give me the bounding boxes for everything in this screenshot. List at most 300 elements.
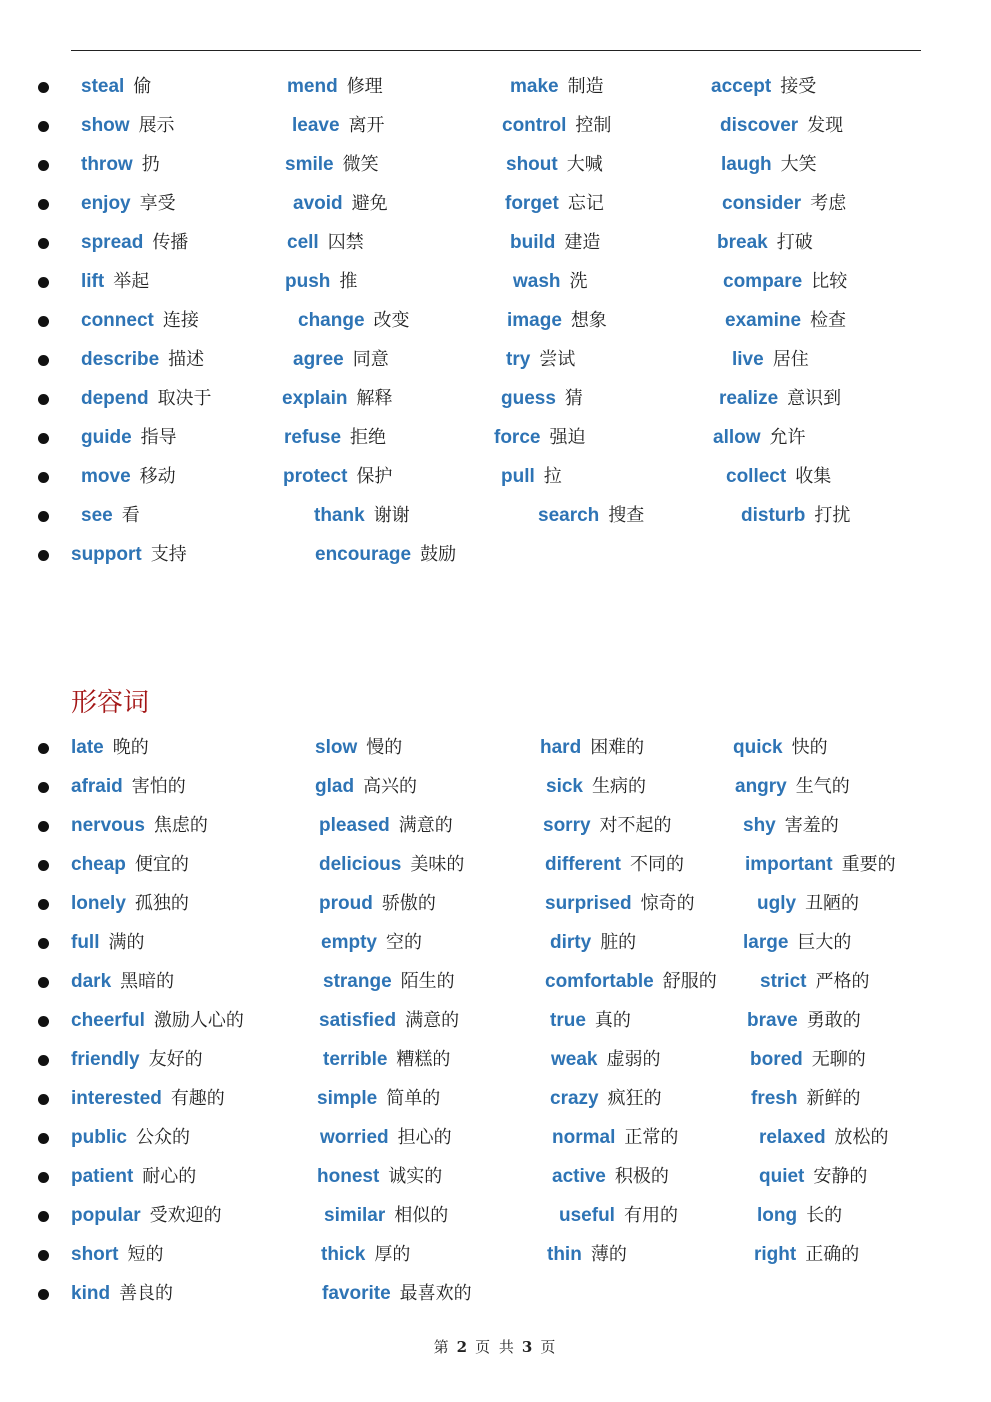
chinese-meaning: 惊奇的	[640, 893, 695, 914]
chinese-meaning: 丑陋的	[805, 893, 860, 914]
chinese-meaning: 虚弱的	[606, 1049, 661, 1070]
chinese-meaning: 建造	[564, 232, 601, 253]
chinese-meaning: 看	[121, 505, 140, 526]
bullet-icon	[38, 938, 49, 949]
chinese-meaning: 孤独的	[134, 893, 189, 914]
english-word: important	[745, 854, 833, 875]
english-word: delicious	[319, 854, 402, 875]
bullet-icon	[38, 238, 49, 249]
vocab-entry	[71, 1047, 203, 1074]
chinese-meaning: 巨大的	[797, 932, 852, 953]
chinese-meaning: 美味的	[410, 854, 465, 875]
vocab-entry	[81, 230, 188, 257]
bullet-icon	[38, 977, 49, 988]
chinese-meaning: 忘记	[567, 193, 604, 214]
chinese-meaning: 高兴的	[363, 776, 418, 797]
english-word: dark	[71, 971, 112, 992]
chinese-meaning: 相似的	[394, 1205, 449, 1226]
vocab-entry	[741, 503, 850, 530]
bullet-icon	[38, 199, 49, 210]
vocab-entry	[293, 191, 388, 218]
chinese-meaning: 尝试	[539, 349, 576, 370]
english-word: explain	[282, 388, 348, 409]
chinese-meaning: 打破	[776, 232, 813, 253]
vocab-entry	[323, 1047, 450, 1074]
english-word: favorite	[322, 1283, 391, 1304]
vocab-entry	[545, 891, 695, 918]
chinese-meaning: 谢谢	[373, 505, 410, 526]
english-word: pleased	[319, 815, 390, 836]
chinese-meaning: 正常的	[624, 1127, 679, 1148]
vocab-entry	[81, 191, 176, 218]
english-word: sick	[546, 776, 583, 797]
list-row	[0, 1242, 991, 1272]
chinese-meaning: 强迫	[549, 427, 586, 448]
chinese-meaning: 疯狂的	[607, 1088, 662, 1109]
vocab-entry	[545, 852, 684, 879]
bullet-icon	[38, 550, 49, 561]
english-word: similar	[324, 1205, 386, 1226]
vocab-entry	[285, 269, 357, 296]
vocab-entry	[317, 1086, 440, 1113]
chinese-meaning: 猜	[564, 388, 583, 409]
chinese-meaning: 满意的	[398, 815, 453, 836]
english-word: simple	[317, 1088, 378, 1109]
bullet-icon	[38, 1094, 49, 1105]
chinese-meaning: 洗	[569, 271, 588, 292]
english-word: hard	[540, 737, 582, 758]
vocab-entry	[723, 269, 847, 296]
vocab-entry	[321, 930, 422, 957]
list-row	[0, 113, 991, 143]
bullet-icon	[38, 121, 49, 132]
english-word: empty	[321, 932, 377, 953]
english-word: popular	[71, 1205, 141, 1226]
english-word: slow	[315, 737, 358, 758]
chinese-meaning: 同意	[352, 349, 389, 370]
english-word: move	[81, 466, 131, 487]
vocab-entry	[507, 308, 607, 335]
chinese-meaning: 居住	[772, 349, 809, 370]
english-word: wash	[513, 271, 561, 292]
chinese-meaning: 骄傲的	[381, 893, 436, 914]
english-word: fresh	[751, 1088, 798, 1109]
list-row	[0, 152, 991, 182]
vocab-entry	[323, 969, 455, 996]
list-row	[0, 308, 991, 338]
chinese-meaning: 修理	[346, 76, 383, 97]
list-row	[0, 1125, 991, 1155]
bullet-icon	[38, 316, 49, 327]
list-row	[0, 425, 991, 455]
vocab-entry	[510, 74, 604, 101]
vocab-entry	[552, 1125, 678, 1152]
footer-prefix: 第	[433, 1338, 451, 1356]
chinese-meaning: 严格的	[815, 971, 870, 992]
chinese-meaning: 对不起的	[599, 815, 672, 836]
chinese-meaning: 举起	[113, 271, 150, 292]
english-word: leave	[292, 115, 340, 136]
bullet-icon	[38, 511, 49, 522]
english-word: see	[81, 505, 113, 526]
vocab-entry	[317, 1164, 442, 1191]
english-word: laugh	[721, 154, 772, 175]
vocab-entry	[81, 503, 140, 530]
chinese-meaning: 简单的	[386, 1088, 441, 1109]
chinese-meaning: 困难的	[590, 737, 645, 758]
chinese-meaning: 指导	[140, 427, 177, 448]
chinese-meaning: 公众的	[135, 1127, 190, 1148]
chinese-meaning: 晚的	[112, 737, 149, 758]
chinese-meaning: 打扰	[814, 505, 851, 526]
chinese-meaning: 积极的	[614, 1166, 669, 1187]
chinese-meaning: 搜查	[608, 505, 645, 526]
vocab-entry	[547, 1242, 627, 1269]
bullet-icon	[38, 1211, 49, 1222]
vocab-entry	[71, 542, 187, 569]
chinese-meaning: 拉	[543, 466, 562, 487]
vocab-entry	[319, 891, 436, 918]
list-row	[0, 891, 991, 921]
vocab-entry	[315, 735, 402, 762]
english-word: push	[285, 271, 331, 292]
vocab-entry	[81, 152, 160, 179]
chinese-meaning: 拒绝	[350, 427, 387, 448]
bullet-icon	[38, 472, 49, 483]
list-row	[0, 1281, 991, 1311]
chinese-meaning: 慢的	[366, 737, 403, 758]
vocab-entry	[750, 1047, 866, 1074]
chinese-meaning: 便宜的	[134, 854, 189, 875]
list-row	[0, 464, 991, 494]
vocab-entry	[71, 969, 174, 996]
list-row	[0, 774, 991, 804]
english-word: spread	[81, 232, 144, 253]
vocab-entry	[743, 813, 839, 840]
english-word: disturb	[741, 505, 806, 526]
chinese-meaning: 短的	[127, 1244, 164, 1265]
bullet-icon	[38, 160, 49, 171]
list-row	[0, 386, 991, 416]
vocab-entry	[319, 813, 453, 840]
chinese-meaning: 保护	[356, 466, 393, 487]
bullet-icon	[38, 1133, 49, 1144]
vocab-entry	[501, 464, 562, 491]
english-word: patient	[71, 1166, 134, 1187]
chinese-meaning: 最喜欢的	[399, 1283, 472, 1304]
chinese-meaning: 满的	[108, 932, 145, 953]
chinese-meaning: 真的	[594, 1010, 631, 1031]
english-word: discover	[720, 115, 799, 136]
vocab-entry	[538, 503, 644, 530]
english-word: relaxed	[759, 1127, 826, 1148]
chinese-meaning: 重要的	[841, 854, 896, 875]
english-word: surprised	[545, 893, 632, 914]
list-row	[0, 930, 991, 960]
chinese-meaning: 接受	[780, 76, 817, 97]
footer-suffix: 页	[540, 1338, 558, 1356]
english-word: brave	[747, 1010, 798, 1031]
english-word: describe	[81, 349, 160, 370]
vocab-entry	[751, 1086, 860, 1113]
chinese-meaning: 厚的	[374, 1244, 411, 1265]
vocab-entry	[713, 425, 806, 452]
vocab-entry	[501, 386, 583, 413]
chinese-meaning: 陌生的	[400, 971, 455, 992]
english-word: smile	[285, 154, 334, 175]
english-word: large	[743, 932, 789, 953]
chinese-meaning: 支持	[150, 544, 187, 565]
english-word: long	[757, 1205, 798, 1226]
vocab-entry	[551, 1047, 660, 1074]
chinese-meaning: 展示	[138, 115, 175, 136]
english-word: late	[71, 737, 104, 758]
english-word: proud	[319, 893, 373, 914]
chinese-meaning: 安静的	[813, 1166, 868, 1187]
chinese-meaning: 友好的	[148, 1049, 203, 1070]
english-word: build	[510, 232, 556, 253]
english-word: short	[71, 1244, 119, 1265]
vocab-entry	[81, 308, 199, 335]
vocab-entry	[71, 1125, 190, 1152]
vocab-entry	[71, 774, 186, 801]
list-row	[0, 503, 991, 533]
vocab-entry	[71, 1242, 164, 1269]
chinese-meaning: 善良的	[119, 1283, 174, 1304]
chinese-meaning: 扔	[141, 154, 160, 175]
vocab-entry	[71, 735, 149, 762]
chinese-meaning: 允许	[769, 427, 806, 448]
chinese-meaning: 偷	[133, 76, 152, 97]
page-footer	[0, 1336, 991, 1357]
english-word: depend	[81, 388, 149, 409]
chinese-meaning: 耐心的	[142, 1166, 197, 1187]
vocab-entry	[757, 1203, 842, 1230]
list-row	[0, 230, 991, 260]
vocab-entry	[721, 152, 817, 179]
vocab-entry	[546, 774, 646, 801]
chinese-meaning: 控制	[575, 115, 612, 136]
vocab-entry	[759, 1125, 889, 1152]
list-row	[0, 813, 991, 843]
vocab-entry	[81, 74, 151, 101]
english-word: guess	[501, 388, 556, 409]
chinese-meaning: 改变	[373, 310, 410, 331]
bullet-icon	[38, 899, 49, 910]
english-word: quick	[733, 737, 783, 758]
chinese-meaning: 不同的	[630, 854, 684, 875]
chinese-meaning: 鼓励	[420, 544, 457, 565]
chinese-meaning: 取决于	[157, 388, 212, 409]
vocab-entry	[745, 852, 896, 879]
chinese-meaning: 有趣的	[170, 1088, 225, 1109]
list-row	[0, 735, 991, 765]
chinese-meaning: 正确的	[805, 1244, 860, 1265]
english-word: useful	[559, 1205, 615, 1226]
english-word: protect	[283, 466, 348, 487]
english-word: shout	[506, 154, 558, 175]
vocab-entry	[314, 503, 410, 530]
chinese-meaning: 生病的	[591, 776, 646, 797]
vocab-entry	[719, 386, 841, 413]
english-word: throw	[81, 154, 133, 175]
bullet-icon	[38, 1250, 49, 1261]
bullet-icon	[38, 355, 49, 366]
vocab-entry	[81, 425, 177, 452]
bullet-icon	[38, 433, 49, 444]
vocab-entry	[726, 464, 831, 491]
vocab-entry	[315, 774, 417, 801]
chinese-meaning: 收集	[795, 466, 832, 487]
vocab-entry	[71, 1281, 173, 1308]
chinese-meaning: 糟糕的	[396, 1049, 451, 1070]
vocab-entry	[71, 1164, 196, 1191]
english-word: ugly	[757, 893, 797, 914]
vocab-entry	[287, 230, 364, 257]
english-word: right	[754, 1244, 797, 1265]
english-word: active	[552, 1166, 606, 1187]
bullet-icon	[38, 821, 49, 832]
english-word: thin	[547, 1244, 582, 1265]
chinese-meaning: 脏的	[600, 932, 637, 953]
english-word: thick	[321, 1244, 366, 1265]
english-word: force	[494, 427, 541, 448]
english-word: public	[71, 1127, 127, 1148]
vocab-entry	[319, 1008, 459, 1035]
vocab-entry	[725, 308, 846, 335]
english-word: image	[507, 310, 562, 331]
english-word: collect	[726, 466, 787, 487]
english-word: support	[71, 544, 142, 565]
english-word: accept	[711, 76, 772, 97]
english-word: cheerful	[71, 1010, 145, 1031]
bullet-icon	[38, 743, 49, 754]
vocab-entry	[298, 308, 410, 335]
section-title-adjectives: 形容词	[71, 688, 150, 718]
vocab-entry	[759, 1164, 867, 1191]
vocab-entry	[550, 930, 636, 957]
bullet-icon	[38, 860, 49, 871]
english-word: afraid	[71, 776, 123, 797]
vocab-entry	[283, 464, 392, 491]
english-word: forget	[505, 193, 559, 214]
vocab-entry	[502, 113, 611, 140]
chinese-meaning: 微笑	[342, 154, 379, 175]
bullet-icon	[38, 277, 49, 288]
english-word: thank	[314, 505, 365, 526]
vocab-entry	[71, 852, 189, 879]
vocab-entry	[720, 113, 843, 140]
english-word: show	[81, 115, 130, 136]
chinese-meaning: 受欢迎的	[149, 1205, 222, 1226]
english-word: enjoy	[81, 193, 131, 214]
english-word: interested	[71, 1088, 162, 1109]
list-row	[0, 542, 991, 572]
english-word: satisfied	[319, 1010, 397, 1031]
english-word: glad	[315, 776, 355, 797]
vocab-entry	[733, 735, 828, 762]
chinese-meaning: 传播	[152, 232, 189, 253]
chinese-meaning: 舒服的	[662, 971, 717, 992]
english-word: allow	[713, 427, 761, 448]
vocab-entry	[735, 774, 850, 801]
chinese-meaning: 制造	[567, 76, 604, 97]
vocab-entry	[81, 386, 212, 413]
english-word: terrible	[323, 1049, 388, 1070]
vocab-entry	[711, 74, 816, 101]
chinese-meaning: 推	[339, 271, 358, 292]
chinese-meaning: 长的	[806, 1205, 843, 1226]
vocab-entry	[717, 230, 813, 257]
english-word: kind	[71, 1283, 111, 1304]
vocab-entry	[324, 1203, 448, 1230]
list-row	[0, 1086, 991, 1116]
english-word: full	[71, 932, 100, 953]
footer-total-pages: 3	[521, 1338, 535, 1356]
footer-page-number: 2	[456, 1338, 470, 1356]
english-word: bored	[750, 1049, 803, 1070]
list-row	[0, 74, 991, 104]
vocab-entry	[540, 735, 644, 762]
chinese-meaning: 空的	[385, 932, 422, 953]
chinese-meaning: 放松的	[834, 1127, 889, 1148]
english-word: shy	[743, 815, 776, 836]
english-word: comfortable	[545, 971, 654, 992]
vocab-entry	[559, 1203, 678, 1230]
english-word: weak	[551, 1049, 598, 1070]
chinese-meaning: 检查	[810, 310, 847, 331]
chinese-meaning: 生气的	[795, 776, 850, 797]
list-row	[0, 191, 991, 221]
english-word: true	[550, 1010, 586, 1031]
vocab-entry	[81, 113, 175, 140]
english-word: cheap	[71, 854, 126, 875]
english-word: crazy	[550, 1088, 599, 1109]
english-word: strict	[760, 971, 807, 992]
vocab-entry	[506, 347, 575, 374]
chinese-meaning: 黑暗的	[120, 971, 175, 992]
vocab-entry	[505, 191, 604, 218]
english-word: live	[732, 349, 764, 370]
vocab-entry	[71, 1008, 244, 1035]
english-word: different	[545, 854, 621, 875]
bullet-icon	[38, 1055, 49, 1066]
english-word: dirty	[550, 932, 592, 953]
english-word: nervous	[71, 815, 145, 836]
footer-middle: 页 共	[475, 1338, 516, 1356]
vocab-entry	[71, 1086, 225, 1113]
vocab-entry	[552, 1164, 669, 1191]
english-word: refuse	[284, 427, 342, 448]
chinese-meaning: 诚实的	[388, 1166, 443, 1187]
english-word: strange	[323, 971, 392, 992]
vocab-entry	[71, 930, 145, 957]
english-word: worried	[320, 1127, 389, 1148]
chinese-meaning: 比较	[811, 271, 848, 292]
vocab-entry	[754, 1242, 859, 1269]
english-word: avoid	[293, 193, 343, 214]
bullet-icon	[38, 82, 49, 93]
top-rule	[71, 50, 921, 51]
english-word: connect	[81, 310, 154, 331]
vocab-entry	[71, 813, 208, 840]
list-row	[0, 1164, 991, 1194]
english-word: change	[298, 310, 365, 331]
chinese-meaning: 移动	[139, 466, 176, 487]
english-word: guide	[81, 427, 132, 448]
english-word: make	[510, 76, 559, 97]
chinese-meaning: 避免	[351, 193, 388, 214]
